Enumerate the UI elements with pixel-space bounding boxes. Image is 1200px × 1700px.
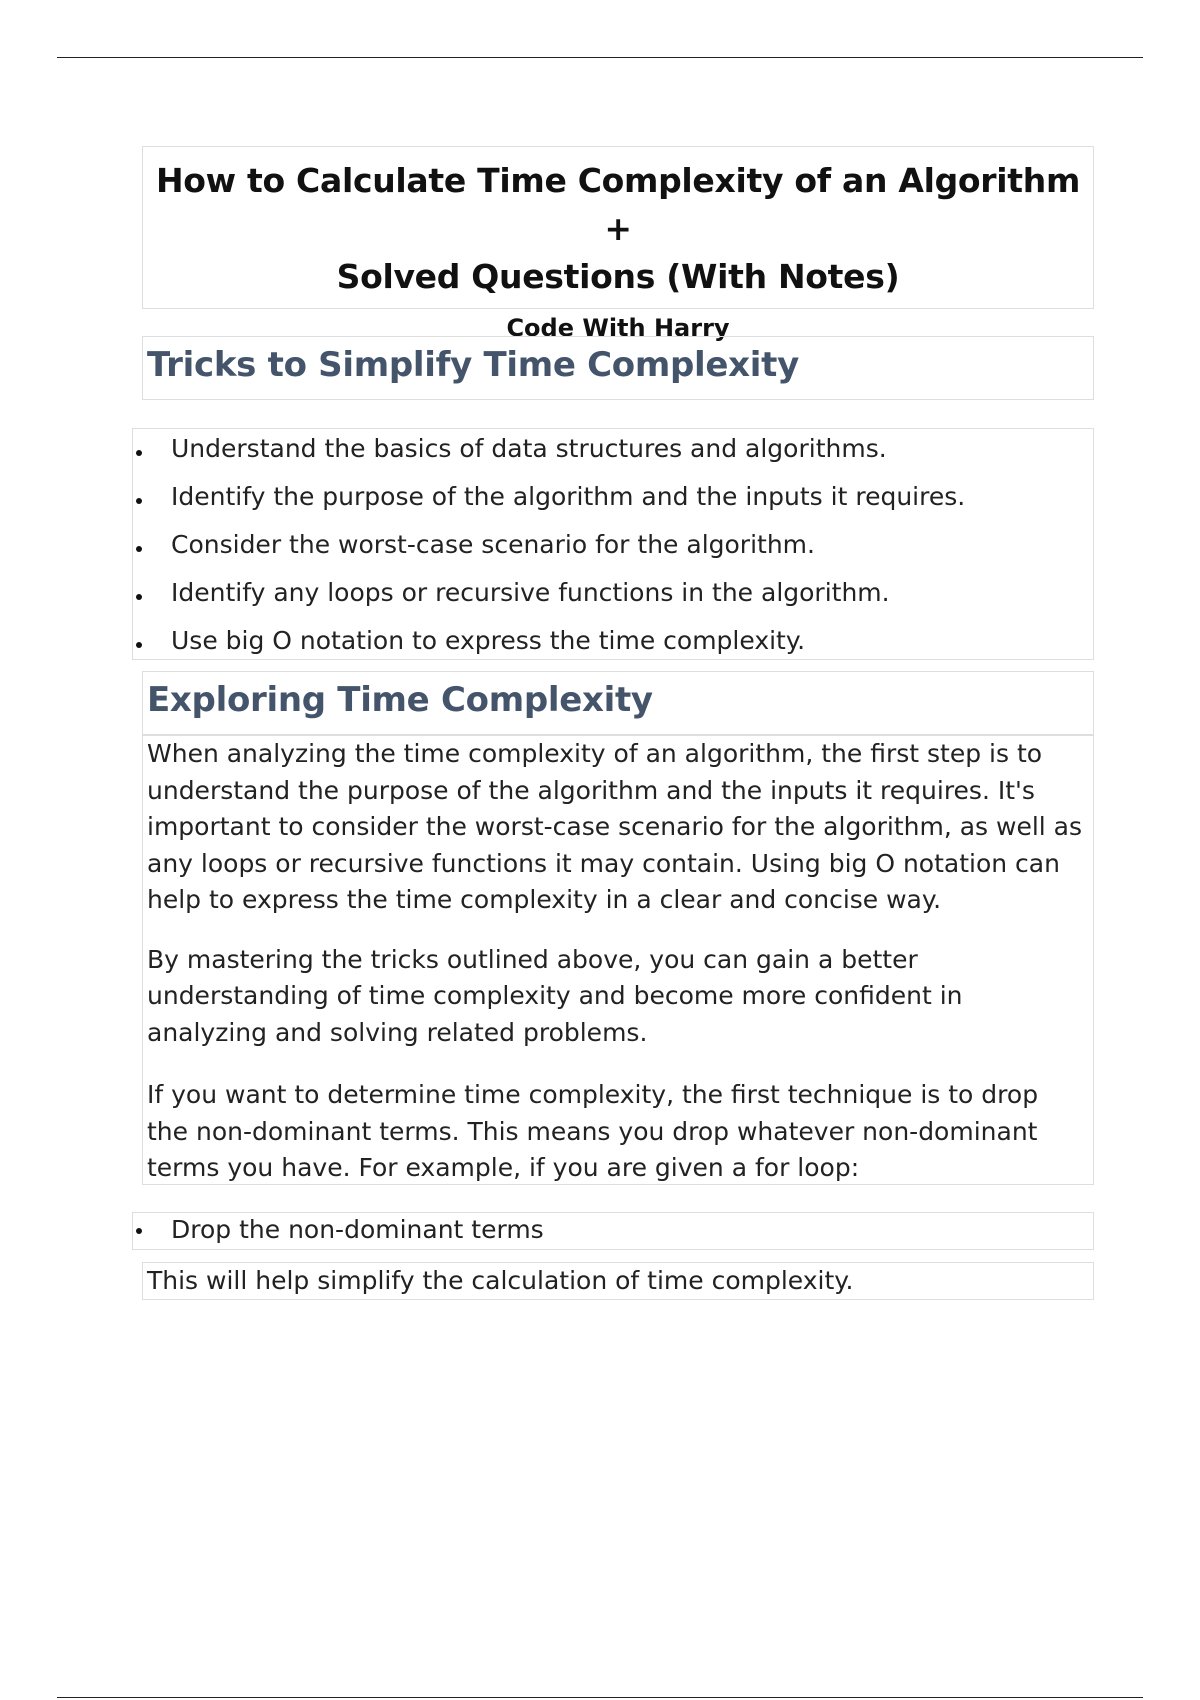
note-box xyxy=(142,1262,1094,1300)
tricks-list-box xyxy=(132,428,1094,660)
drop-terms-list xyxy=(133,1213,1093,1249)
list-item xyxy=(133,573,1093,621)
section-heading-box-tricks xyxy=(142,336,1094,400)
list-item-text: Use big O notation to express the time complexity. xyxy=(171,626,806,655)
drop-terms-list-box xyxy=(132,1212,1094,1250)
list-item-text: Drop the non-dominant terms xyxy=(171,1215,544,1244)
paragraph: By mastering the tricks outlined above, you can gain a better understanding of time complexity and become more confident in analyzing and solving related problems. xyxy=(147,944,963,1047)
bullet-icon xyxy=(136,642,142,648)
list-item-text: Consider the worst-case scenario for the algorithm. xyxy=(171,530,815,559)
paragraph: When analyzing the time complexity of an algorithm, the first step is to understand the purpose of the algorithm and the inputs it requires. It's important to consider the worst-case scenario for the algorithm, as well as any loops or recursive functions it may contain. Using big O notation can help to express the time complexity in a clear and concise way. xyxy=(147,739,1083,914)
title-line-1: How to Calculate Time Complexity of an Algorithm + xyxy=(155,161,1081,248)
exploring-body xyxy=(142,735,1094,1185)
list-item-text: Understand the basics of data structures and algorithms. xyxy=(171,434,887,463)
bullet-icon xyxy=(136,546,142,552)
section-heading-box-exploring xyxy=(142,671,1094,735)
list-item xyxy=(133,525,1093,573)
top-rule xyxy=(57,57,1143,58)
list-item xyxy=(133,1213,1093,1249)
title-block xyxy=(142,146,1094,342)
list-item-text: Identify the purpose of the algorithm and the inputs it requires. xyxy=(171,482,966,511)
list-item xyxy=(133,621,1093,669)
bullet-icon xyxy=(136,1228,142,1234)
list-item xyxy=(133,477,1093,525)
list-item-text: Identify any loops or recursive functions in the algorithm. xyxy=(171,578,890,607)
document-title xyxy=(143,147,1093,301)
bullet-icon xyxy=(136,594,142,600)
bullet-icon xyxy=(136,498,142,504)
section-heading-tricks: Tricks to Simplify Time Complexity xyxy=(147,345,799,385)
title-line-2: Solved Questions (With Notes) xyxy=(336,257,900,296)
tricks-list xyxy=(133,429,1093,669)
paragraph: If you want to determine time complexity, the first technique is to drop the non-dominant terms. This means you drop whatever non-dominant terms you have. For example, if you are given a for loop: xyxy=(147,1080,1039,1182)
bullet-icon xyxy=(136,450,142,456)
list-item xyxy=(133,429,1093,477)
bottom-rule xyxy=(57,1697,1143,1698)
note-text: This will help simplify the calculation of time complexity. xyxy=(147,1266,854,1295)
section-heading-exploring: Exploring Time Complexity xyxy=(147,680,653,720)
document-author: Code With Harry xyxy=(506,314,730,342)
